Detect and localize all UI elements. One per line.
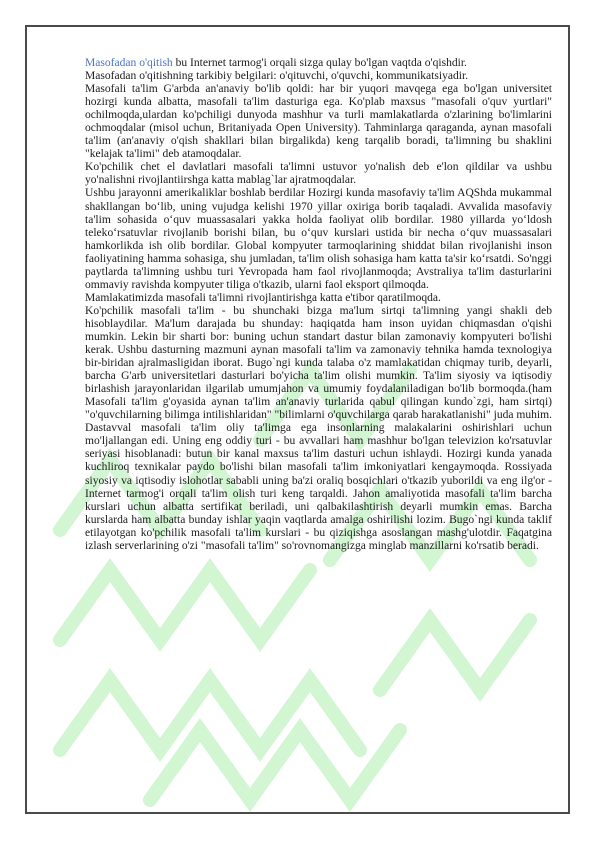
paragraph: Ko'pchilik masofali ta'lim - bu shunchaki bizga ma'lum sirtqi ta'limning yangi shakli deb hisoblaydilar. Ma'lum darajada bu shunday: haqiqatda ham inson uyidan chiqmasdan o'qishi mumkin. Lekin bir sharti bor: buning uchun standart dastur bilan zamonaviy kompyuteri bo'lishi kerak. Ushbu dasturning mazmuni aynan masofali ta'lim va zamonaviy tehnika hamda texnologiya bir-biridan ajralmasligidan iborat. Bugo`ngi kunda talaba o'z mamlakatidan chiqmay turib, deyarli, barcha G'arb universitetlari dasturlari bo'yicha ta'lim olishi mumkin. Ta'lim siyosiy va iqtisodiy birlashish jarayonlaridan ilgarilab umumjahon va umumiy foydalaniladigan bo'lib bormoqda.(ham Masofali ta'lim g'oyasida aynan ta'lim an'anaviy turlarida qabul qilingan kundo`zgi, ham sirtqi) "o'quvchilarning bilimga intilishlaridan" "bilimlarni o'quvchilarga qarab harakatlanishi" juda muhim. Dastavval masofali ta'lim oliy ta'limga ega insonlarning malakalarini oshirishlari uchun mo'ljallangan edi. Uning eng oddiy turi - bu avvallari ham mashhur bo'lgan televizion ko'rsatuvlar seriyasi hisoblanadi: butun bir kanal maxsus ta'lim dasturi uchun ishlaydi. Hozirgi kunda yanada kuchliroq texnikalar paydo bo'lishi bilan masofali ta'lim imkoniyatlari kengaymoqda. Rossiyada siyosiy va iqtisodiy islohotlar sababli uning ba'zi oraliq bosqichlari o'tkazib yuborildi va eng ilg'or - Internet tarmog'i orqali ta'lim olish turi keng tarqaldi. Jahon amaliyotida masofali ta'lim barcha kurslari uchun albatta sertifikat beriladi, uni qalbakilashtirish deyarli mumkin emas. Barcha kurslarda ham albatta bunday ishlar yaqin vaqtlarda amalga oshirilishi lozim. Bugo`ngi kunda taklif etilayotgan ko'pchilik masofali ta'lim kurslari - bu qiziqishga asoslangan mashg'ulotdir. Faqatgina izlash serverlarining o'zi "masofali ta'lim" so'rovnomangizga minglab manzillarni ko'rsatib beradi.: [85, 304, 552, 552]
paragraph: [85, 57, 552, 70]
paragraph: Mamlakatimizda masofali ta'limni rivojlantirishga katta e'tibor qaratilmoqda.: [85, 291, 441, 304]
paragraph-text: bu Internet tarmog'i orqali sizga qulay bo'lgan vaqtda o'qishdir.: [172, 57, 467, 69]
document-body: [85, 57, 552, 553]
paragraph: Ushbu jarayonni amerikaliklar boshlab berdilar Hozirgi kunda masofaviy ta'lim AQShda mukammal shakllangan bo‘lib, uning vujudga kelishi 1970 yillar oxiriga borib taqaladi. Avvalida masofaviy ta'lim sohasida o‘quv muassasalari yakka holda faoliyat olib bordilar. 1980 yillarda yo‘ldosh teleko‘rsatuvlar rivojlanib borishi bilan, bu o‘quv kurslari ustida bir necha o‘quv muassasalari hamkorlikda ish olib bordilar. Global kompyuter tarmoqlarining shiddat bilan rivojlanishi inson faoliyatining hamma sohasiga, shu jumladan, ta'lim olish sohasiga ham katta ta'sir ko‘rsatdi. So'nggi paytlarda ta'limning ushbu turi Yevropada ham faol rivojlanmoqda; Avstraliya ta'lim dasturlarini ommaviy ravishda kompyuter tiliga o'tkazib, ularni faol eksport qilmoqda.: [85, 187, 552, 291]
paragraph: Masofadan o'qitishning tarkibiy belgilari: o'qituvchi, o'quvchi, kommunikatsiyadir.: [85, 70, 469, 83]
lead-link[interactable]: Masofadan o'qitish: [85, 57, 173, 69]
paragraph: Ko'pchilik chet el davlatlari masofali ta'limni ustuvor yo'nalish deb e'lon qildilar va ushbu yo'nalishni rivojlantiirshga katta mablag`lar ajratmoqdalar.: [85, 161, 552, 187]
paragraph: Masofali ta'lim G'arbda an'anaviy bo'lib qoldi: har bir yuqori mavqega ega bo'lgan universitet hozirgi kunda albatta, masofali ta'lim dasturiga ega. Ko'plab maxsus "masofali o'quv yurtlari" ochilmoqda,ulardan ko'pchiligi dunyoda mashhur va turli mamlakatlarda o'zlarining bo'limlarini ochmoqdalar (misol uchun, Britaniyada Open University). Tahminlarga qaraganda, aynan masofali ta'lim (an'anaviy o'qish shakllari bilan birgalikda) keng tarqalib boradi, ta'limning bu shaklini "kelajak ta'limi" deb atamoqdalar.: [85, 83, 552, 161]
